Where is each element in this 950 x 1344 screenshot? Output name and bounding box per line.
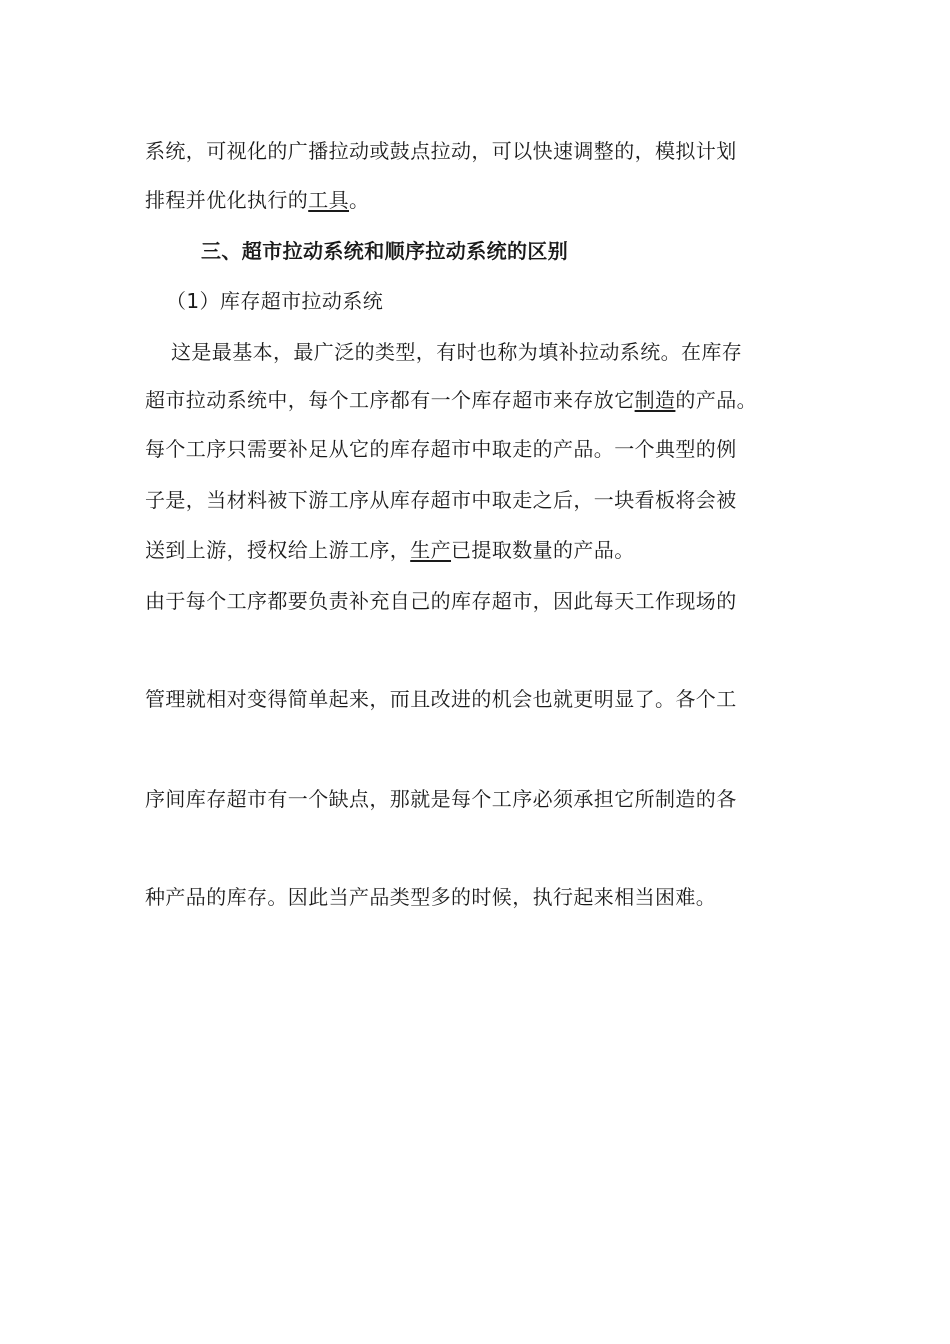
paragraph1-line2-suffix: 。 <box>349 188 370 212</box>
paragraph2-line2 <box>145 386 757 414</box>
subsection-heading: （1）库存超市拉动系统 <box>166 289 384 313</box>
paragraph2-line5-suffix: 已提取数量的产品。 <box>451 538 635 562</box>
tools-link[interactable]: 工具 <box>308 188 350 212</box>
section-heading: 三、超市拉动系统和顺序拉动系统的区别 <box>201 239 569 263</box>
paragraph2-line2-prefix: 超市拉动系统中，每个工序都有一个库存超市来存放它 <box>145 388 635 412</box>
paragraph2-line2-suffix: 的产品。 <box>675 388 758 412</box>
paragraph2-line3: 每个工序只需要补足从它的库存超市中取走的产品。一个典型的例 <box>145 437 737 461</box>
paragraph1-line1: 系统，可视化的广播拉动或鼓点拉动，可以快速调整的，模拟计划 <box>145 139 737 163</box>
paragraph2-line5 <box>145 536 635 564</box>
paragraph1-line2-prefix: 排程并优化执行的 <box>145 188 309 212</box>
paragraph2-line4: 子是，当材料被下游工序从库存超市中取走之后，一块看板将会被 <box>145 488 737 512</box>
paragraph2-line1: 这是最基本，最广泛的类型，有时也称为填补拉动系统。在库存 <box>171 340 743 364</box>
paragraph1-line2 <box>145 186 369 214</box>
manufacturing-link[interactable]: 制造 <box>634 388 676 412</box>
paragraph3-line4: 种产品的库存。因此当产品类型多的时候，执行起来相当困难。 <box>145 885 717 909</box>
paragraph2-line5-prefix: 送到上游，授权给上游工序， <box>145 538 411 562</box>
paragraph3-line3: 序间库存超市有一个缺点，那就是每个工序必须承担它所制造的各 <box>145 787 737 811</box>
paragraph3-line1: 由于每个工序都要负责补充自己的库存超市，因此每天工作现场的 <box>145 589 737 613</box>
production-link[interactable]: 生产 <box>410 538 452 562</box>
paragraph3-line2: 管理就相对变得简单起来，而且改进的机会也就更明显了。各个工 <box>145 687 737 711</box>
